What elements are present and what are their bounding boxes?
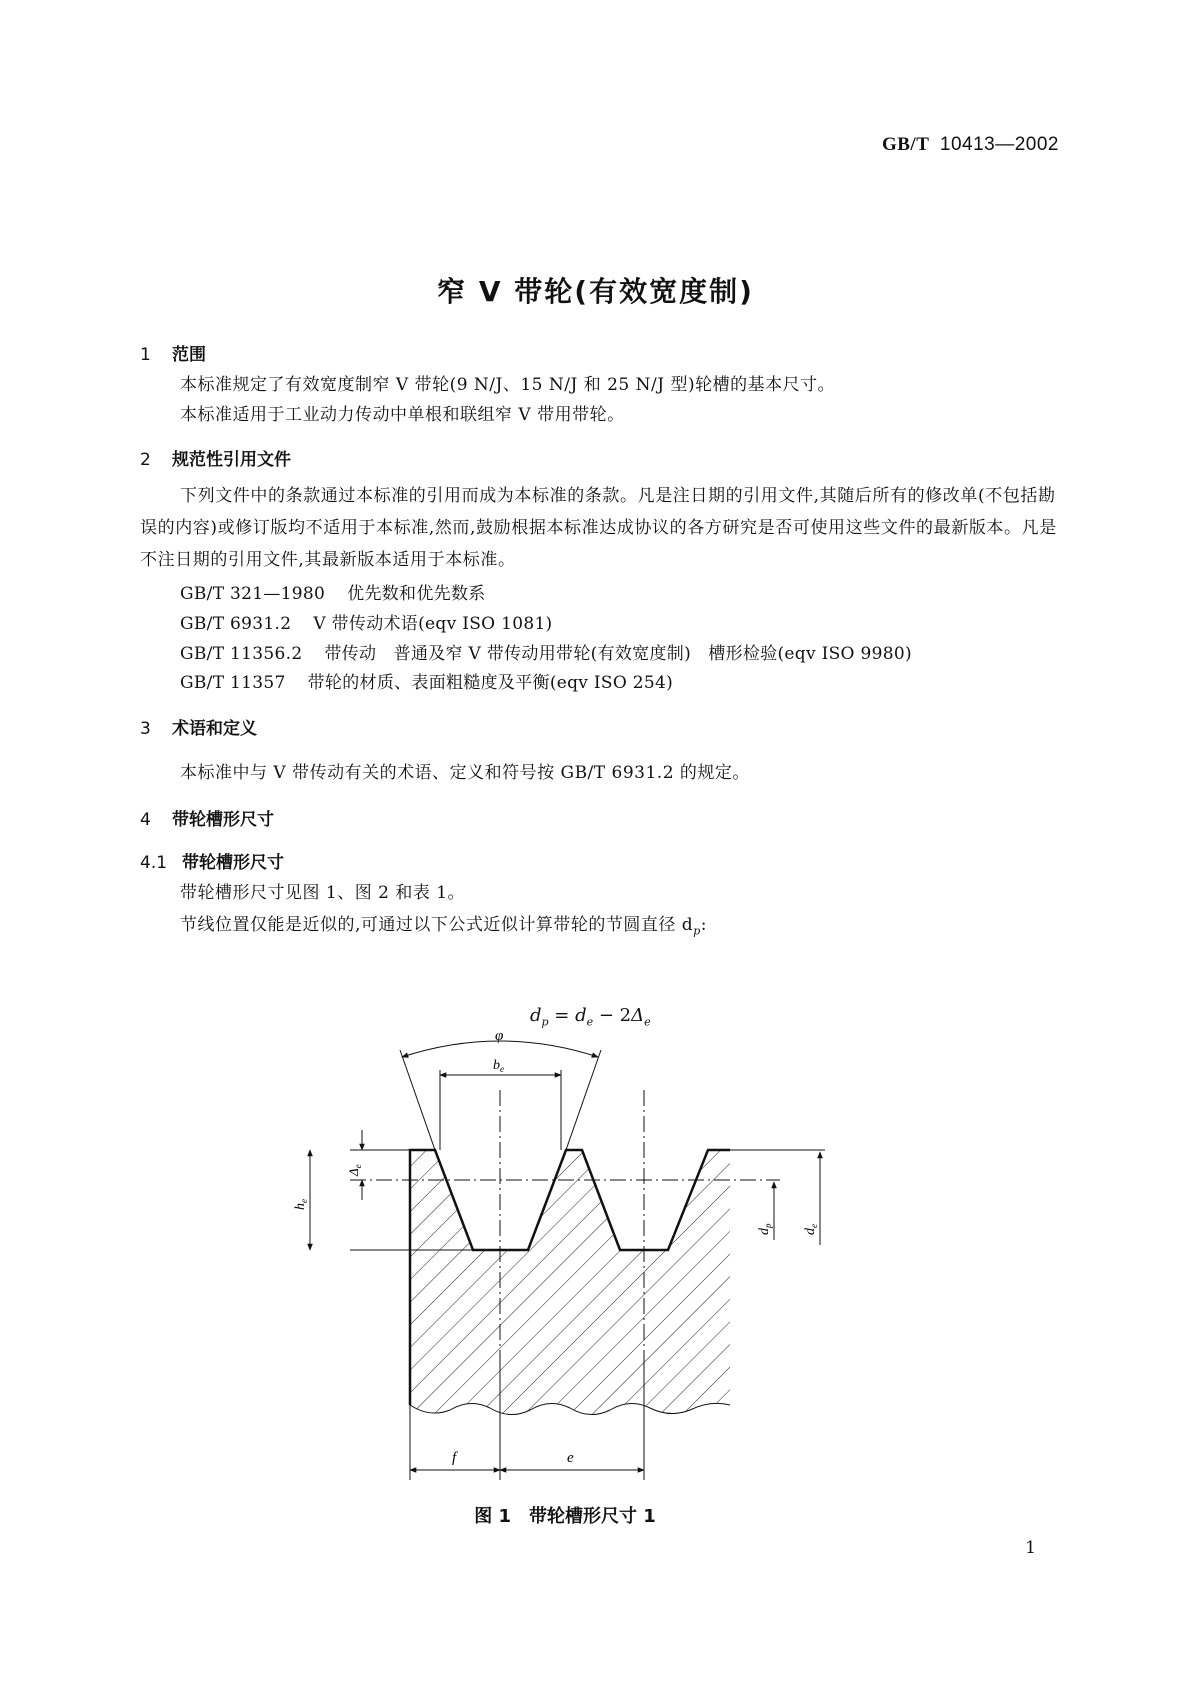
reference-title: 带轮的材质、表面粗糙度及平衡(eqv ISO 254) (307, 673, 674, 693)
reference-title: V 带传动术语(eqv ISO 1081) (313, 614, 553, 634)
pitch-diameter-formula (530, 1005, 651, 1029)
formula-subscript: e (586, 1015, 594, 1029)
section-number: 1 (140, 345, 151, 365)
formula-symbol: Δ (631, 1005, 645, 1026)
section-2-paragraph: 下列文件中的条款通过本标准的引用而成为本标准的条款。凡是注日期的引用文件,其随后所有的修改单(不包括勘误的内容)或修订版均不适用于本标准,然而,鼓励根据本标准达成协议的各方研究是否可使用这些文件的最新版本。凡是不注日期的引用文件,其最新版本适用于本标准。 (140, 486, 1057, 570)
standard-prefix: GB/T (881, 134, 930, 155)
be-label: $b_e$ (493, 1058, 504, 1074)
pulley-section (410, 1150, 730, 1415)
formula-symbol: d (575, 1005, 587, 1026)
reference-item (180, 668, 673, 693)
section-title: 带轮槽形尺寸 (172, 810, 274, 830)
reference-code: GB/T 6931.2 (180, 614, 292, 634)
subsection-title: 带轮槽形尺寸 (182, 853, 284, 873)
phi-label: φ (495, 1028, 504, 1044)
reference-code: GB/T 11356.2 (180, 644, 303, 664)
formula-operator: = (548, 1005, 576, 1026)
document-title: 窄 V 带轮(有效宽度制) (437, 275, 754, 308)
subsection-4-1-heading (140, 848, 284, 873)
subscript: p (693, 924, 701, 938)
section-4-heading (140, 805, 274, 830)
formula-symbol: d (530, 1005, 542, 1026)
delta-label: $\Delta_e$ (346, 1164, 363, 1176)
reference-item (180, 609, 553, 634)
section-1-paragraph-1: 本标准规定了有效宽度制窄 V 带轮(9 N/J、15 N/J 和 25 N/J 型)轮槽的基本尺寸。 (180, 375, 836, 395)
section-number: 3 (140, 719, 151, 739)
section-4-paragraph-1: 带轮槽形尺寸见图 1、图 2 和表 1。 (180, 883, 466, 903)
reference-item (180, 639, 912, 664)
formula-subscript: p (541, 1015, 549, 1029)
standard-code (882, 134, 1059, 156)
section-2-heading (140, 445, 291, 470)
section-number: 4 (140, 810, 151, 830)
section-4-paragraph-2 (180, 910, 707, 937)
section-1-paragraph-2: 本标准适用于工业动力传动中单根和联组窄 V 带用带轮。 (180, 405, 625, 425)
reference-title: 带传动 普通及窄 V 带传动用带轮(有效宽度制) 槽形检验(eqv ISO 9980) (324, 644, 912, 664)
subsection-number: 4.1 (140, 853, 168, 873)
he-label: $h_e$ (293, 1199, 309, 1210)
section-title: 术语和定义 (172, 719, 257, 739)
section-title: 规范性引用文件 (172, 450, 291, 470)
section-number: 2 (140, 450, 151, 470)
section-1-heading (140, 340, 206, 365)
f-label: f (452, 1450, 457, 1466)
formula-operator: − 2 (593, 1005, 632, 1026)
reference-item (180, 579, 486, 604)
angle-line (400, 1050, 435, 1150)
e-label: e (567, 1450, 574, 1466)
groove-profile-drawing (290, 1028, 850, 1490)
paragraph-end: : (700, 915, 707, 935)
standard-number: 10413—2002 (939, 134, 1059, 155)
page-number: 1 (1025, 1538, 1036, 1558)
paragraph-text: 节线位置仅能是近似的,可通过以下公式近似计算带轮的节圆直径 d (180, 915, 694, 935)
formula-subscript: e (644, 1015, 651, 1029)
section-3-heading (140, 714, 257, 739)
section-title: 范围 (172, 345, 206, 365)
de-label: $d_e$ (803, 1224, 819, 1235)
reference-code: GB/T 11357 (180, 673, 286, 693)
dp-label: $d_p$ (757, 1223, 773, 1235)
reference-code: GB/T 321—1980 (180, 584, 326, 604)
figure-caption: 图 1 带轮槽形尺寸 1 (474, 1506, 656, 1527)
section-3-paragraph: 本标准中与 V 带传动有关的术语、定义和符号按 GB/T 6931.2 的规定。 (180, 763, 750, 783)
angle-line (566, 1050, 601, 1150)
reference-title: 优先数和优先数系 (347, 584, 486, 604)
